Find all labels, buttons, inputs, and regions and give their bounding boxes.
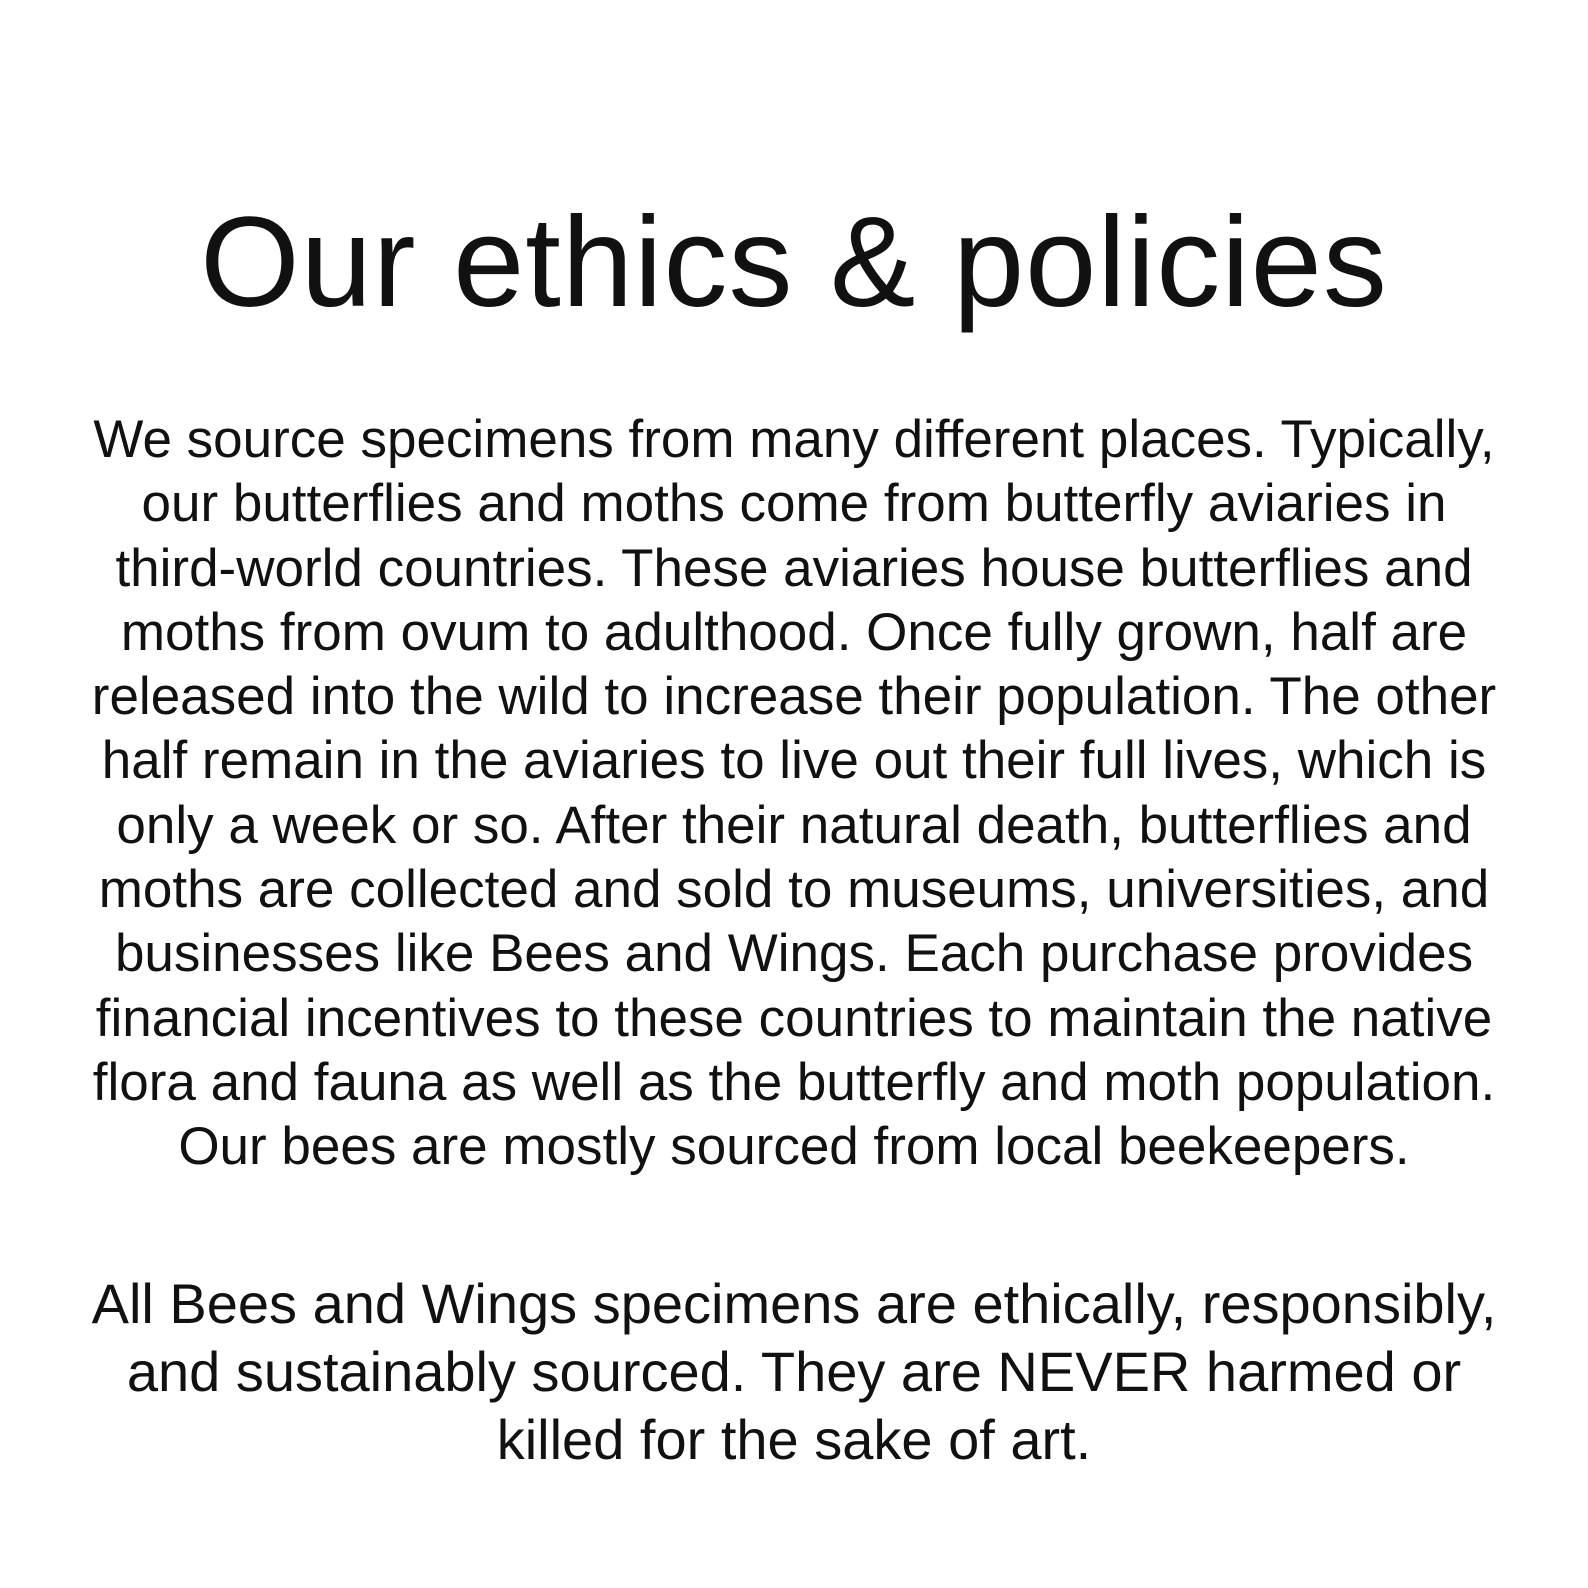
sourcing-paragraph xyxy=(40,408,1548,1180)
paragraph-line: All Bees and Wings specimens are ethically, responsibly, xyxy=(91,1272,1497,1335)
page-title: Our ethics & policies xyxy=(200,191,1388,334)
paragraph-line: businesses like Bees and Wings. Each purchase provides xyxy=(114,924,1474,984)
paragraph-line: We source specimens from many different places. Typically, xyxy=(93,410,1495,469)
ethics-statement-paragraph xyxy=(40,1270,1548,1474)
paragraph-line: half remain in the aviaries to live out their full lives, which is xyxy=(101,731,1487,791)
paragraph-line: and sustainably sourced. They are NEVER harmed or xyxy=(126,1340,1462,1403)
paragraph-line: released into the wild to increase their population. The other xyxy=(91,667,1497,727)
paragraph-line: moths are collected and sold to museums, universities, and xyxy=(98,860,1490,920)
paragraph-line: financial incentives to these countries to maintain the native xyxy=(95,988,1493,1048)
paragraph-line: Our bees are mostly sourced from local beekeepers. xyxy=(178,1117,1410,1177)
paragraph-line: only a week or so. After their natural death, butterflies and xyxy=(116,795,1472,855)
paragraph-line: flora and fauna as well as the butterfly and moth population. xyxy=(92,1052,1496,1112)
paragraph-line: killed for the sake of art. xyxy=(496,1408,1092,1471)
paragraph-line: third-world countries. These aviaries house butterflies and xyxy=(115,538,1473,598)
paragraph-line: moths from ovum to adulthood. Once fully grown, half are xyxy=(120,602,1468,662)
paragraph-line: our butterflies and moths come from butterfly aviaries in xyxy=(141,474,1447,534)
